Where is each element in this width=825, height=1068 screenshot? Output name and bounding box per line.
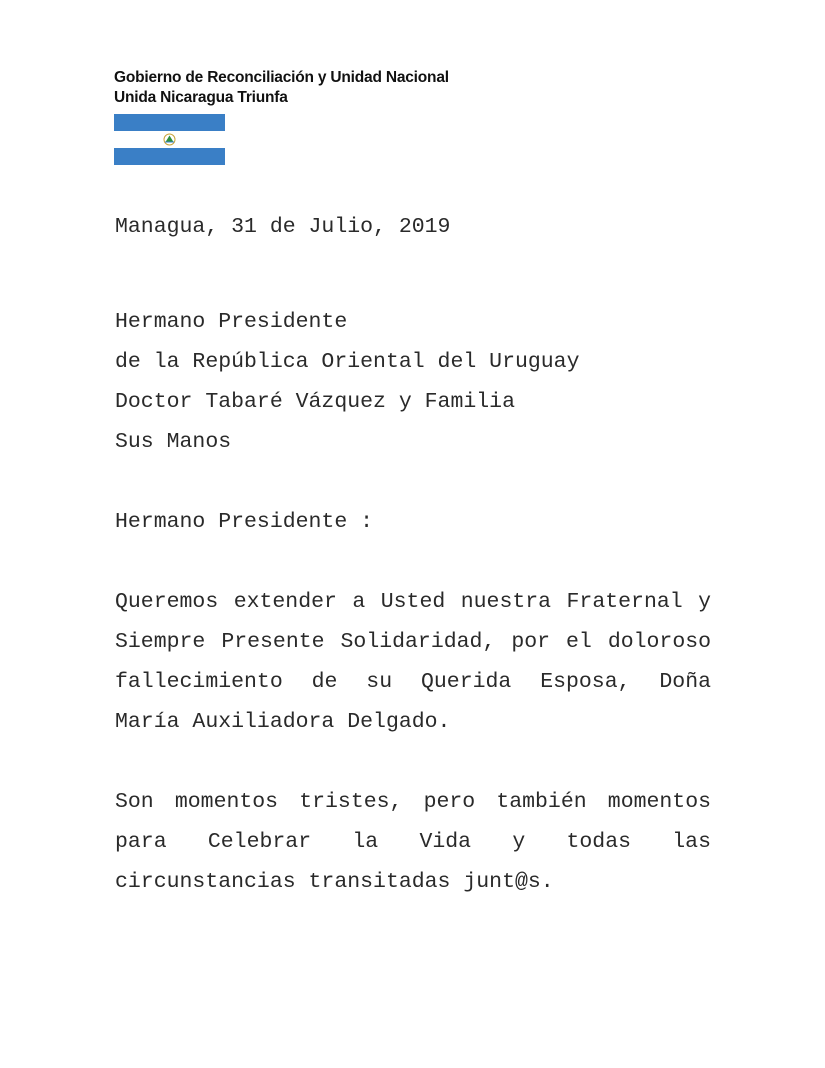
letterhead-line-2: Unida Nicaragua Triunfa	[114, 89, 288, 106]
recipient-line-3: Doctor Tabaré Vázquez y Familia	[115, 390, 515, 414]
paragraph-1-line-3: fallecimiento de su Querida Esposa, Doña	[115, 670, 711, 694]
recipient-line-2: de la República Oriental del Uruguay	[115, 350, 580, 374]
paragraph-2-line-2: para Celebrar la Vida y todas las	[115, 830, 711, 854]
paragraph-1-line-1: Queremos extender a Usted nuestra Fraternal y	[115, 590, 712, 614]
paragraph-1-line-4: María Auxiliadora Delgado.	[115, 710, 451, 734]
recipient-line-1: Hermano Presidente	[115, 310, 348, 334]
letterhead	[114, 68, 449, 108]
flag-top-stripe	[114, 114, 225, 131]
paragraph-2-line-1: Son momentos tristes, pero también momentos	[115, 790, 712, 814]
salutation: Hermano Presidente :	[115, 510, 374, 534]
nicaragua-flag-icon	[114, 114, 225, 165]
recipient-line-4: Sus Manos	[115, 430, 232, 454]
flag-bottom-stripe	[114, 148, 225, 165]
letterhead-line-1: Gobierno de Reconciliación y Unidad Nacional	[114, 69, 449, 86]
paragraph-2-line-3: circunstancias transitadas junt@s.	[115, 870, 554, 894]
letter-date: Managua, 31 de Julio, 2019	[115, 215, 451, 239]
paragraph-1-line-2: Siempre Presente Solidaridad, por el doloroso	[115, 630, 712, 654]
